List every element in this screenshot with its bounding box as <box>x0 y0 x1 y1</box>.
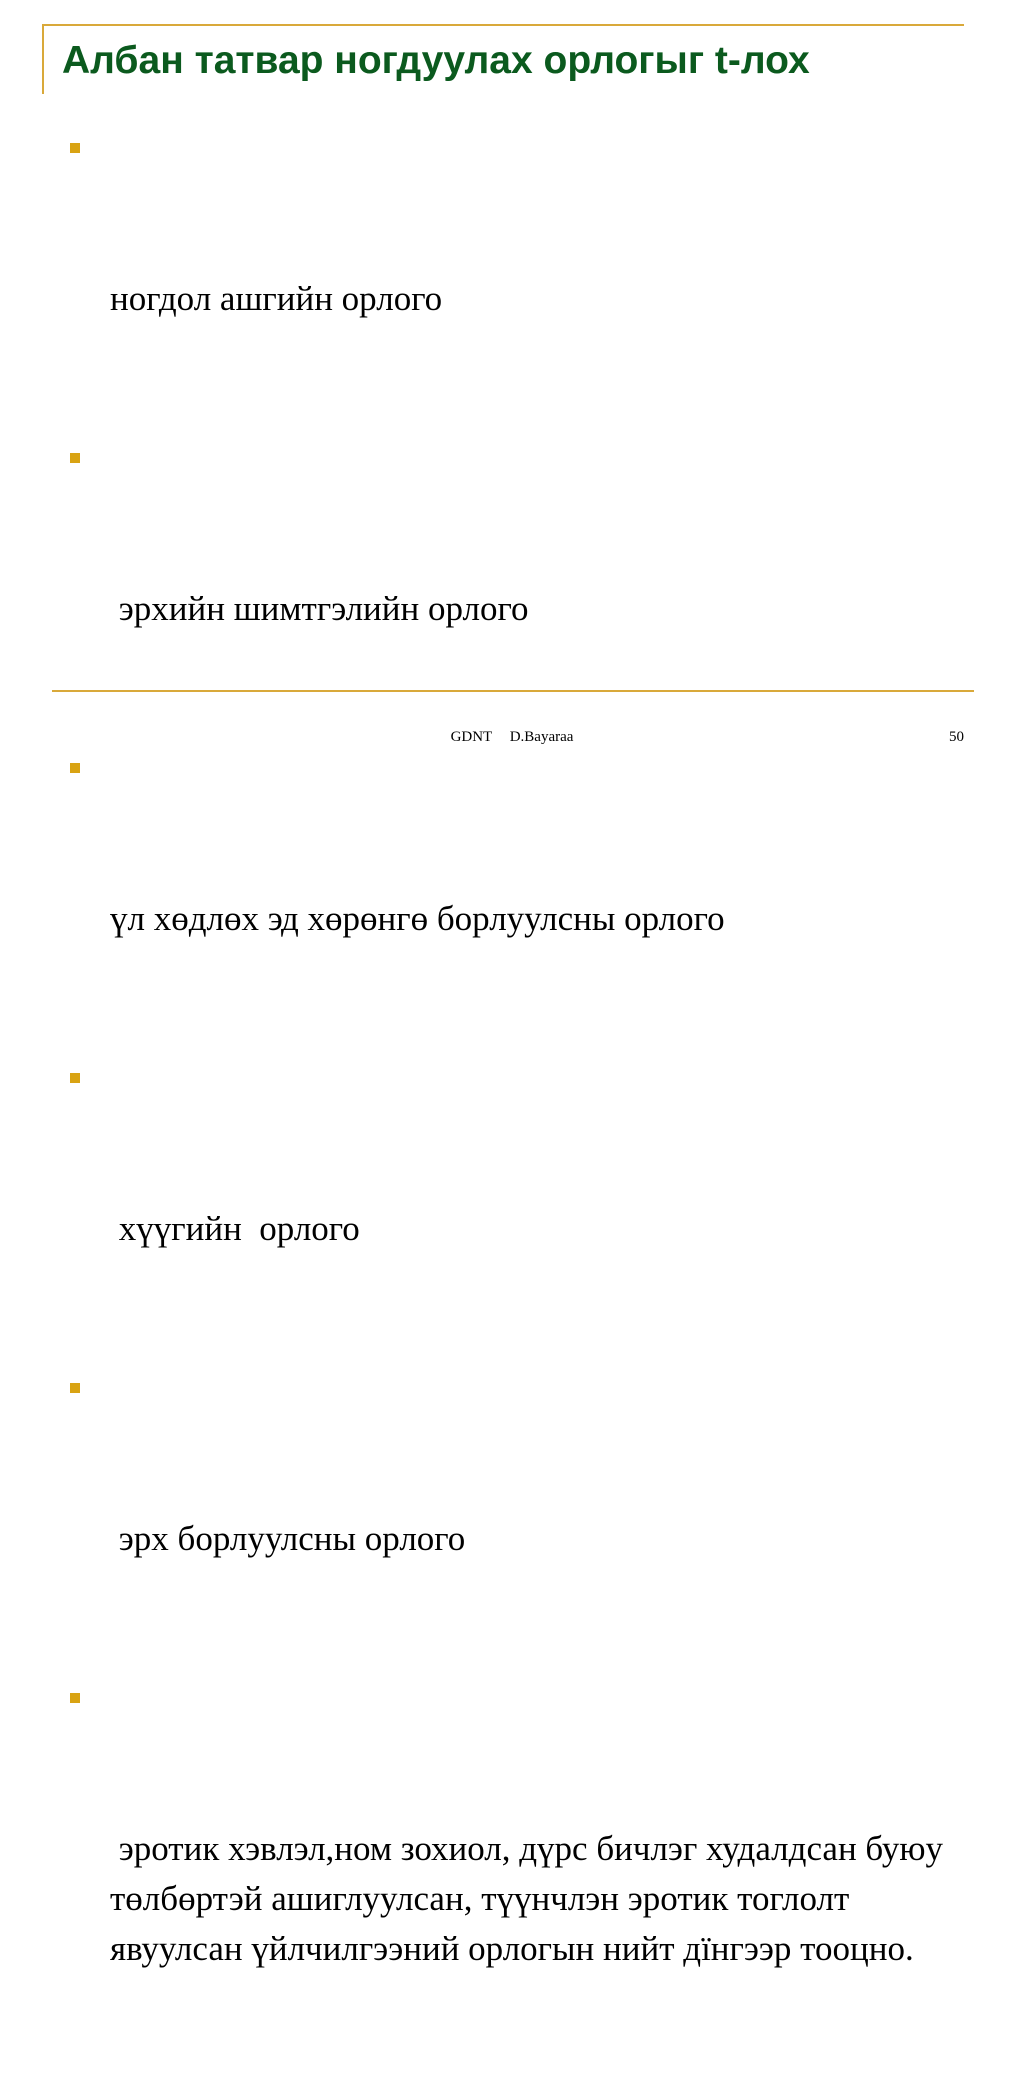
bullet-text: ногдол ашгийн орлого <box>110 279 443 318</box>
footer-org: GDNT <box>450 729 492 745</box>
title-frame-top-line <box>42 24 964 26</box>
slide-title: Албан татвар ногдуулах орлогыг t-лох <box>62 39 810 82</box>
bullet-item <box>70 434 970 734</box>
square-bullet-icon <box>70 1073 80 1083</box>
title-frame-left-line <box>42 24 44 94</box>
footer-divider <box>52 690 974 692</box>
footer-credit <box>0 728 1024 746</box>
bullet-text: эрх борлуулсны орлого <box>110 1519 466 1558</box>
bullet-text: хүүгийн орлого <box>110 1209 360 1248</box>
footer-author: D.Bayaraa <box>509 729 574 745</box>
bullet-item <box>70 744 970 1044</box>
square-bullet-icon <box>70 1693 80 1703</box>
bullet-text: эрхийн шимтгэлийн орлого <box>110 589 529 628</box>
bullet-item <box>70 1364 970 1664</box>
square-bullet-icon <box>70 143 80 153</box>
bullet-list <box>70 124 970 2074</box>
square-bullet-icon <box>70 1383 80 1393</box>
bullet-text: эротик хэвлэл,ном зохиол, дүрс бичлэг худалдсан буюу төлбөртэй ашиглуулсан, түүнчлэн эротик тоглолт явуулсан үйлчилгээний орлогын нийт дїнгээр тооцно. <box>110 1829 952 1968</box>
square-bullet-icon <box>70 763 80 773</box>
bullet-item <box>70 1674 970 2074</box>
square-bullet-icon <box>70 453 80 463</box>
bullet-text: үл хөдлөх эд хөрөнгө борлуулсны орлого <box>110 899 725 938</box>
bullet-item <box>70 124 970 424</box>
bullet-item <box>70 1054 970 1354</box>
page-number: 50 <box>949 729 964 745</box>
